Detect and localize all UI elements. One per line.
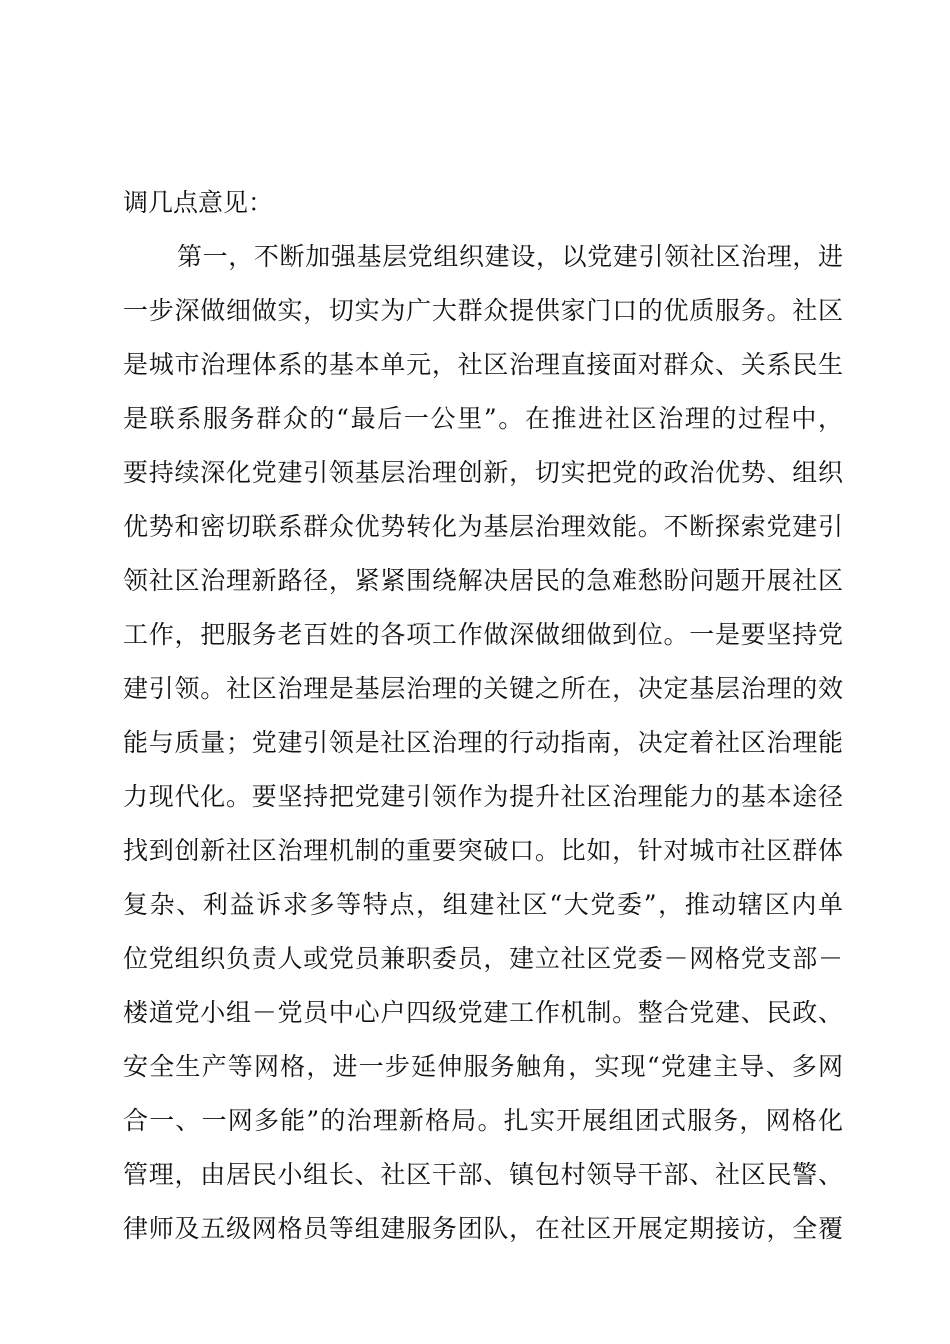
text-line: 管理，由居民小组长、社区干部、镇包村领导干部、社区民警、	[123, 1160, 843, 1189]
text-line: 一步深做细做实，切实为广大群众提供家门口的优质服务。社区	[123, 296, 843, 325]
text-line: 优势和密切联系群众优势转化为基层治理效能。不断探索党建引	[123, 512, 843, 541]
text-line: 是城市治理体系的基本单元，社区治理直接面对群众、关系民生	[123, 350, 843, 379]
text-line: 要持续深化党建引领基层治理创新，切实把党的政治优势、组织	[123, 458, 843, 487]
text-line: 律师及五级网格员等组建服务团队，在社区开展定期接访，全覆	[123, 1214, 843, 1243]
text-line: 工作，把服务老百姓的各项工作做深做细做到位。一是要坚持党	[123, 620, 843, 649]
text-line: 能与质量；党建引领是社区治理的行动指南，决定着社区治理能	[123, 728, 843, 757]
text-line: 楼道党小组－党员中心户四级党建工作机制。整合党建、民政、	[123, 998, 843, 1027]
text-line: 力现代化。要坚持把党建引领作为提升社区治理能力的基本途径	[123, 782, 843, 811]
paragraph-first-line: 第一，不断加强基层党组织建设，以党建引领社区治理，进	[177, 242, 843, 271]
text-line: 建引领。社区治理是基层治理的关键之所在，决定基层治理的效	[123, 674, 843, 703]
text-line: 调几点意见：	[123, 188, 274, 217]
text-line: 是联系服务群众的“最后一公里”。在推进社区治理的过程中，	[123, 404, 843, 433]
text-line: 复杂、利益诉求多等特点，组建社区“大党委”，推动辖区内单	[123, 890, 843, 919]
text-line: 位党组织负责人或党员兼职委员，建立社区党委－网格党支部－	[123, 944, 843, 973]
text-line: 领社区治理新路径，紧紧围绕解决居民的急难愁盼问题开展社区	[123, 566, 843, 595]
text-line: 找到创新社区治理机制的重要突破口。比如，针对城市社区群体	[123, 836, 843, 865]
text-line: 合一、一网多能”的治理新格局。扎实开展组团式服务，网格化	[123, 1106, 843, 1135]
text-line: 安全生产等网格，进一步延伸服务触角，实现“党建主导、多网	[123, 1052, 843, 1081]
